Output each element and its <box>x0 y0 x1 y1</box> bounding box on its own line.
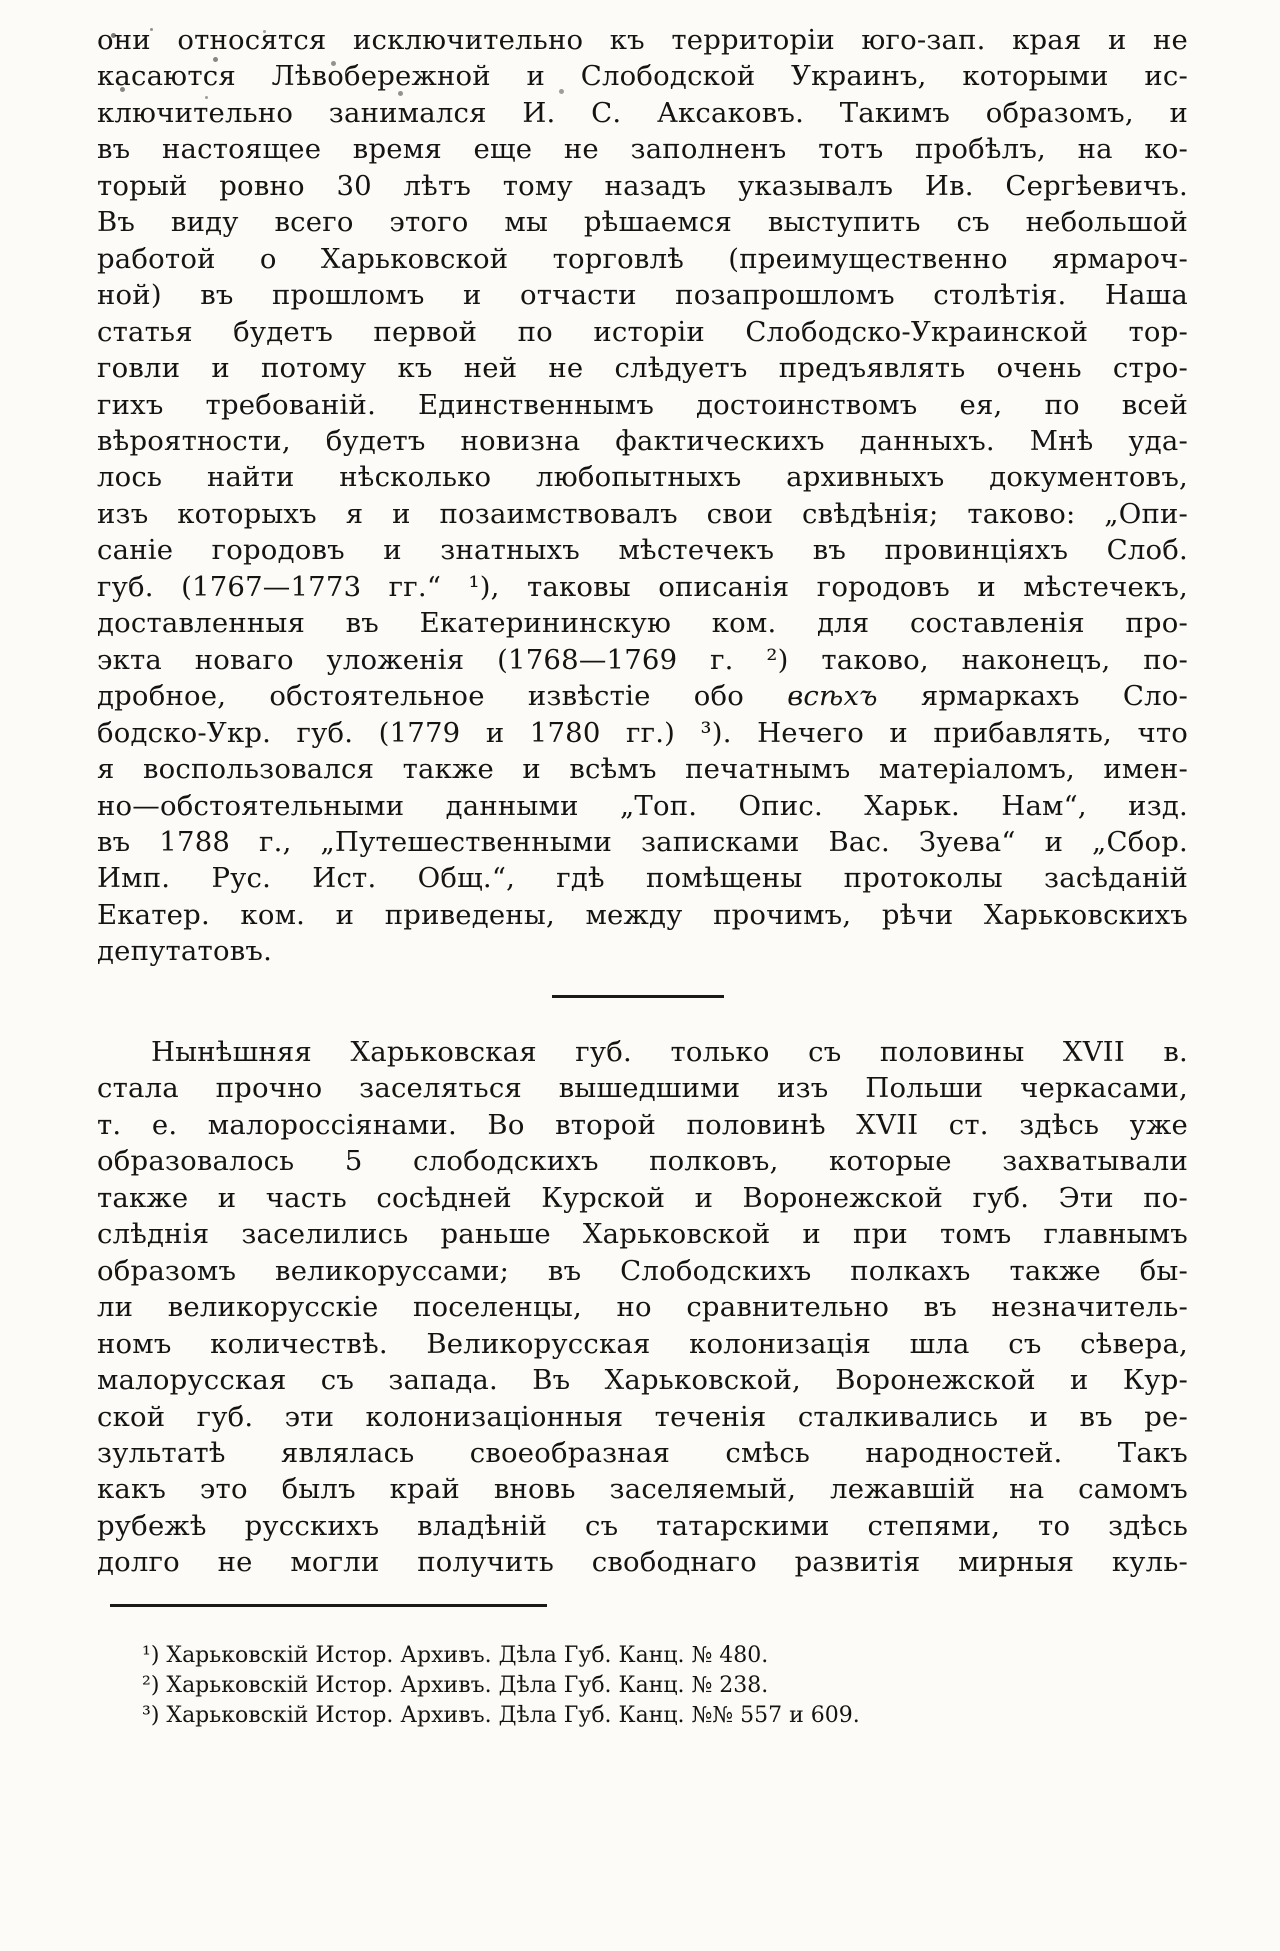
text-segment: дробное, обстоятельное извѣстіе обо <box>97 680 788 713</box>
text-line: говли и потому къ ней не слѣдуетъ предъявлять очень стро- <box>97 352 1188 385</box>
footnote-marker: ²) <box>142 1673 160 1698</box>
text-line: т. е. малороссіянами. Во второй половинѣ XVII ст. здѣсь уже <box>97 1108 1188 1141</box>
text-line: вѣроятности, будетъ новизна фактическихъ данныхъ. Мнѣ уда- <box>97 424 1188 457</box>
footnote-rule <box>110 1604 547 1607</box>
text-line: лось найти нѣсколько любопытныхъ архивныхъ документовъ, <box>97 461 1188 494</box>
text-line: работой о Харьковской торговлѣ (преимущественно ярмароч- <box>97 242 1188 275</box>
text-line: стала прочно заселяться вышедшими изъ Польши черкасами, <box>97 1072 1188 1105</box>
text-line: касаются Лѣвобережной и Слободской Украинъ, которыми ис- <box>97 60 1188 93</box>
text-line: Нынѣшняя Харьковская губ. только съ половины XVII в. <box>151 1036 1188 1068</box>
text-line: въ настоящее время еще не заполненъ тотъ пробѣлъ, на ко- <box>97 133 1188 166</box>
text-line: также и часть сосѣдней Курской и Воронежской губ. Эти по- <box>97 1181 1188 1214</box>
footnote <box>142 1641 1102 1671</box>
text-line: какъ это былъ край вновь заселяемый, лежавшій на самомъ <box>97 1473 1188 1506</box>
footnote-text: Харьковскій Истор. Архивъ. Дѣла Губ. Канц. №№ 557 и 609. <box>166 1703 860 1728</box>
text-line: депутатовъ. <box>97 935 273 968</box>
text-line: ключительно занимался И. С. Аксаковъ. Такимъ образомъ, и <box>97 96 1188 129</box>
text-line: я воспользовался также и всѣмъ печатнымъ матеріаломъ, имен- <box>97 753 1188 786</box>
scan-noise-specks <box>0 0 3 3</box>
text-line: образовалось 5 слободскихъ полковъ, которые захватывали <box>97 1145 1188 1178</box>
footnote-text: Харьковскій Истор. Архивъ. Дѣла Губ. Канц. № 480. <box>166 1643 769 1668</box>
text-line: но—обстоятельными данными „Топ. Опис. Харьк. Нам“, изд. <box>97 789 1188 822</box>
text-line: изъ которыхъ я и позаимствовалъ свои свѣдѣнія; таково: „Опи- <box>97 497 1188 530</box>
text-line: зультатѣ являлась своеобразная смѣсь народностей. Такъ <box>97 1436 1188 1469</box>
footnote <box>142 1701 1102 1731</box>
footnotes <box>142 1641 1102 1731</box>
footnote-marker: ¹) <box>142 1643 160 1668</box>
text-line: малорусская съ запада. Въ Харьковской, Воронежской и Кур- <box>97 1364 1188 1397</box>
text-line: номъ количествѣ. Великорусская колонизація шла съ сѣвера, <box>97 1327 1188 1360</box>
text-line: долго не могли получить свободнаго развитія мирныя куль- <box>97 1546 1188 1579</box>
text-segment: ярмаркахъ Сло- <box>877 680 1188 713</box>
text-line: статья будетъ первой по исторіи Слободско-Украинской тор- <box>97 315 1188 348</box>
text-line: экта новаго уложенія (1768—1769 г. ²) таково, наконецъ, по- <box>97 643 1188 676</box>
text-line: ской губ. эти колонизаціонныя теченія сталкивались и въ ре- <box>97 1400 1188 1433</box>
text-line: ной) въ прошломъ и отчасти позапрошломъ столѣтія. Наша <box>97 279 1188 312</box>
text-line: образомъ великоруссами; въ Слободскихъ полкахъ также бы- <box>97 1254 1188 1287</box>
text-line: доставленныя въ Екатерининскую ком. для составленія про- <box>97 607 1188 640</box>
text-line: саніе городовъ и знатныхъ мѣстечекъ въ провинціяхъ Слоб. <box>97 534 1188 567</box>
text-line: слѣднія заселились раньше Харьковской и при томъ главнымъ <box>97 1218 1188 1251</box>
footnote-text: Харьковскій Истор. Архивъ. Дѣла Губ. Канц. № 238. <box>166 1673 769 1698</box>
text-line: Въ виду всего этого мы рѣшаемся выступить съ небольшой <box>97 206 1188 239</box>
text-line: ли великорусскіе поселенцы, но сравнительно въ незначитель- <box>97 1291 1188 1324</box>
paragraph-1 <box>97 22 1188 970</box>
text-line: гихъ требованій. Единственнымъ достоинствомъ ея, по всей <box>97 388 1188 421</box>
footnote <box>142 1671 1102 1701</box>
text-line: губ. (1767—1773 гг.“ ¹), таковы описанія городовъ и мѣстечекъ, <box>97 570 1188 603</box>
section-divider <box>552 995 724 998</box>
footnote-marker: ³) <box>142 1703 160 1728</box>
text-line: въ 1788 г., „Путешественными записками Вас. Зуева“ и „Сбор. <box>97 825 1188 858</box>
text-line: бодско-Укр. губ. (1779 и 1780 гг.) ³). Нечего и прибавлять, что <box>97 716 1188 749</box>
paragraph-2 <box>97 1034 1188 1581</box>
text-line: торый ровно 30 лѣтъ тому назадъ указывалъ Ив. Сергѣевичъ. <box>97 169 1188 202</box>
text-line: Имп. Рус. Ист. Общ.“, гдѣ помѣщены протоколы засѣданій <box>97 862 1188 895</box>
text-line: они относятся исключительно къ территоріи юго-зап. края и не <box>97 24 1188 56</box>
text-line: Екатер. ком. и приведены, между прочимъ, рѣчи Харьковскихъ <box>97 898 1188 931</box>
emphasized-word: всѣхъ <box>787 680 878 713</box>
text-line: рубежѣ русскихъ владѣній съ татарскими степями, то здѣсь <box>97 1509 1188 1542</box>
text-line <box>97 678 1188 714</box>
